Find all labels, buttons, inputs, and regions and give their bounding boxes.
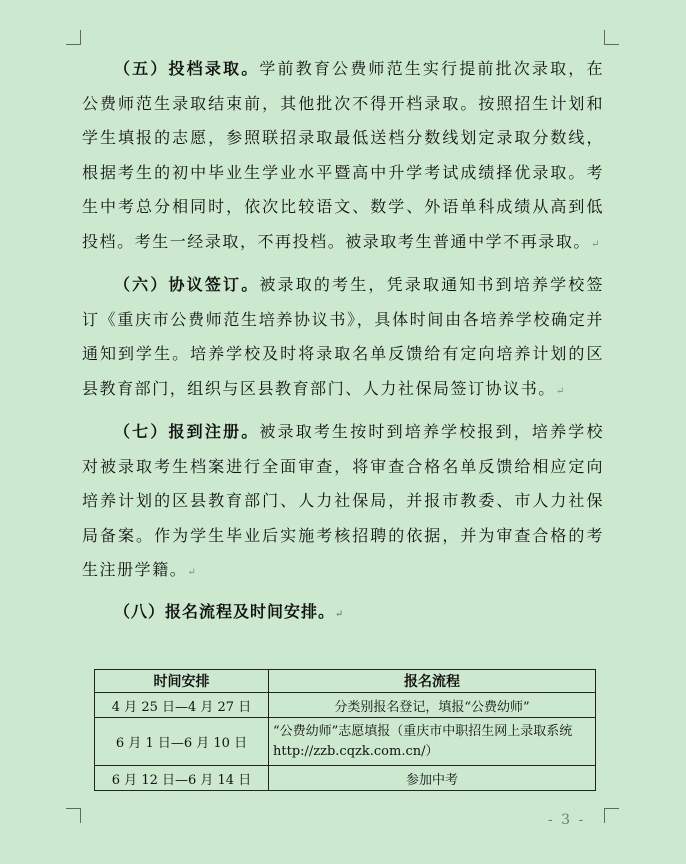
crop-mark-bottom-left: [66, 808, 81, 823]
section-6-body: 被录取的考生，凭录取通知书到培养学校签订《重庆市公费师范生培养协议书》，具体时间由各培养学校确定并通知到学生。培养学校及时将录取名单反馈给有定向培养计划的区县教育部门，组织与区县教育部门、人力社保局签订协议书。: [82, 275, 604, 398]
document-body: [82, 52, 604, 632]
schedule-table: [94, 669, 596, 791]
table-header-row: [95, 670, 596, 693]
section-6-title: （六）协议签订。: [114, 275, 260, 294]
row-2-time: 6 月 1 日—6 月 10 日: [95, 718, 269, 766]
table-row: [95, 693, 596, 718]
row-1-process: 分类别报名登记，填报“公费幼师”: [269, 693, 596, 718]
page-number: - 3 -: [548, 812, 586, 828]
section-6-paragraph: [82, 268, 604, 409]
table-row: [95, 718, 596, 766]
paragraph-mark: ↵: [590, 238, 600, 250]
crop-mark-bottom-right: [604, 808, 619, 823]
crop-mark-top-left: [66, 30, 81, 45]
section-7-title: （七）报到注册。: [114, 422, 260, 441]
row-1-time: 4 月 25 日—4 月 27 日: [95, 693, 269, 718]
section-8-title: （八）报名流程及时间安排。↵: [114, 601, 344, 621]
paragraph-mark: ↵: [187, 567, 196, 578]
paragraph-mark: ↵: [555, 385, 565, 397]
section-7-body: 被录取考生按时到培养学校报到，培养学校对被录取考生档案进行全面审查，将审查合格名单反馈给相应定向培养计划的区县教育部门、人力社保局，并报市教委、市人力社保局备案。作为学生毕业后实施考核招聘的依据，并为审查合格的考生注册学籍。: [82, 422, 604, 579]
header-process: 报名流程: [269, 670, 596, 693]
header-time: 时间安排: [95, 670, 269, 693]
paragraph-mark: ↵: [335, 608, 344, 620]
section-5-title: （五）投档录取。: [114, 59, 260, 78]
section-5-body: 学前教育公费师范生实行提前批次录取，在公费师范生录取结束前，其他批次不得开档录取。按照招生计划和学生填报的志愿，参照联招录取最低送档分数线划定录取分数线，根据考生的初中毕业生学业水平暨高中升学考试成绩择优录取。考生中考总分相同时，依次比较语文、数学、外语单科成绩从高到低投档。考生一经录取，不再投档。被录取考生普通中学不再录取。: [82, 59, 604, 251]
table-row: [95, 766, 596, 791]
section-5-paragraph: [82, 52, 604, 262]
crop-mark-top-right: [604, 30, 619, 45]
row-3-time: 6 月 12 日—6 月 14 日: [95, 766, 269, 791]
section-7-paragraph: [82, 415, 604, 591]
row-2-process: “公费幼师”志愿填报（重庆市中职招生网上录取系统 http://zzb.cqzk.com.cn/）: [269, 718, 596, 766]
row-3-process: 参加中考: [269, 766, 596, 791]
